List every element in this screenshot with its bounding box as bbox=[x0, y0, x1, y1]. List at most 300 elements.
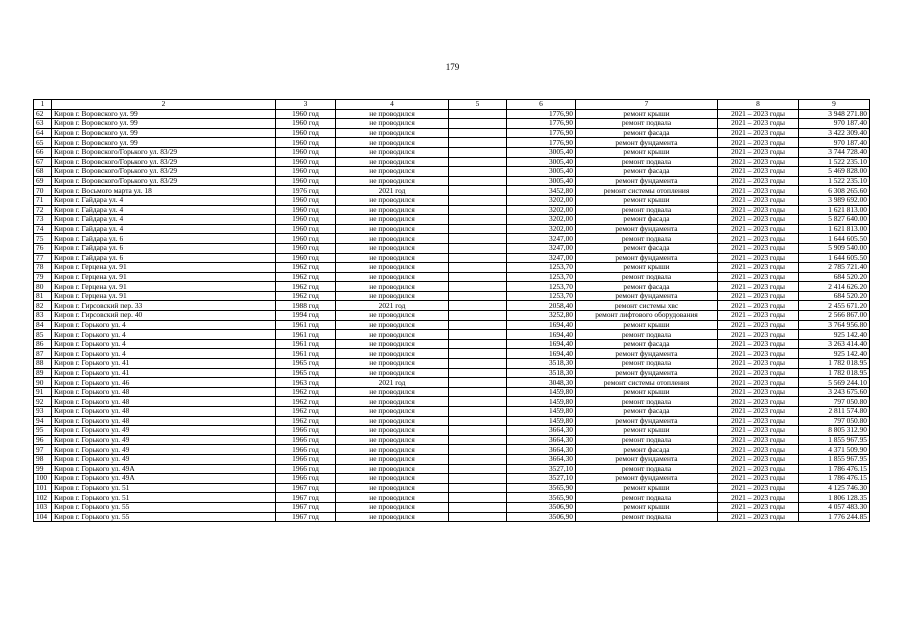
row-number: 62 bbox=[34, 109, 52, 119]
area-cell: 1694,40 bbox=[507, 339, 576, 349]
build-year-cell: 1960 год bbox=[276, 167, 336, 177]
cost-cell: 1 621 813.00 bbox=[799, 205, 870, 215]
table-row bbox=[34, 464, 870, 474]
row-number: 71 bbox=[34, 195, 52, 205]
work-type-cell: ремонт подвала bbox=[576, 234, 718, 244]
last-repair-cell: не проводился bbox=[336, 493, 449, 503]
row-number: 95 bbox=[34, 426, 52, 436]
work-type-cell: ремонт крыши bbox=[576, 195, 718, 205]
row-number: 80 bbox=[34, 282, 52, 292]
empty-cell bbox=[449, 493, 507, 503]
work-type-cell: ремонт фасада bbox=[576, 339, 718, 349]
address-cell: Киров г. Горького ул. 49А bbox=[52, 474, 276, 484]
build-year-cell: 1962 год bbox=[276, 407, 336, 417]
work-type-cell: ремонт фасада bbox=[576, 282, 718, 292]
build-year-cell: 1960 год bbox=[276, 243, 336, 253]
table-row bbox=[34, 483, 870, 493]
last-repair-cell: не проводился bbox=[336, 435, 449, 445]
empty-cell bbox=[449, 215, 507, 225]
build-year-cell: 1960 год bbox=[276, 128, 336, 138]
area-cell: 3506,90 bbox=[507, 512, 576, 522]
work-type-cell: ремонт фундамента bbox=[576, 416, 718, 426]
table-row bbox=[34, 167, 870, 177]
area-cell: 3202,00 bbox=[507, 205, 576, 215]
table-row bbox=[34, 282, 870, 292]
table-row bbox=[34, 186, 870, 196]
build-year-cell: 1962 год bbox=[276, 282, 336, 292]
address-cell: Киров г. Воровского ул. 99 bbox=[52, 138, 276, 148]
area-cell: 3452,80 bbox=[507, 186, 576, 196]
work-type-cell: ремонт фундамента bbox=[576, 349, 718, 359]
cost-cell: 1 522 235.10 bbox=[799, 176, 870, 186]
last-repair-cell: не проводился bbox=[336, 253, 449, 263]
address-cell: Киров г. Горького ул. 48 bbox=[52, 397, 276, 407]
last-repair-cell: не проводился bbox=[336, 195, 449, 205]
build-year-cell: 1967 год bbox=[276, 493, 336, 503]
build-year-cell: 1961 год bbox=[276, 330, 336, 340]
table-row bbox=[34, 397, 870, 407]
table-row bbox=[34, 349, 870, 359]
address-cell: Киров г. Горького ул. 4 bbox=[52, 339, 276, 349]
address-cell: Киров г. Гирсовский пер. 33 bbox=[52, 301, 276, 311]
row-number: 94 bbox=[34, 416, 52, 426]
table-row bbox=[34, 147, 870, 157]
address-cell: Киров г. Воровского/Горького ул. 83/29 bbox=[52, 157, 276, 167]
last-repair-cell: не проводился bbox=[336, 502, 449, 512]
area-cell: 1776,90 bbox=[507, 128, 576, 138]
row-number: 99 bbox=[34, 464, 52, 474]
address-cell: Киров г. Горького ул. 55 bbox=[52, 502, 276, 512]
last-repair-cell: не проводился bbox=[336, 128, 449, 138]
area-cell: 3518,30 bbox=[507, 368, 576, 378]
empty-cell bbox=[449, 349, 507, 359]
period-cell: 2021 – 2023 годы bbox=[718, 359, 799, 369]
build-year-cell: 1988 год bbox=[276, 301, 336, 311]
empty-cell bbox=[449, 109, 507, 119]
work-type-cell: ремонт фасада bbox=[576, 407, 718, 417]
area-cell: 3664,30 bbox=[507, 435, 576, 445]
address-cell: Киров г. Воровского/Горького ул. 83/29 bbox=[52, 176, 276, 186]
row-number: 63 bbox=[34, 119, 52, 129]
build-year-cell: 1962 год bbox=[276, 263, 336, 273]
empty-cell bbox=[449, 224, 507, 234]
last-repair-cell: не проводился bbox=[336, 109, 449, 119]
period-cell: 2021 – 2023 годы bbox=[718, 157, 799, 167]
period-cell: 2021 – 2023 годы bbox=[718, 320, 799, 330]
row-number: 89 bbox=[34, 368, 52, 378]
row-number: 96 bbox=[34, 435, 52, 445]
table-row bbox=[34, 195, 870, 205]
empty-cell bbox=[449, 147, 507, 157]
build-year-cell: 1960 год bbox=[276, 176, 336, 186]
work-type-cell: ремонт крыши bbox=[576, 263, 718, 273]
period-cell: 2021 – 2023 годы bbox=[718, 368, 799, 378]
area-cell: 1459,80 bbox=[507, 407, 576, 417]
area-cell: 3202,00 bbox=[507, 195, 576, 205]
build-year-cell: 1960 год bbox=[276, 215, 336, 225]
build-year-cell: 1962 год bbox=[276, 387, 336, 397]
empty-cell bbox=[449, 359, 507, 369]
work-type-cell: ремонт фундамента bbox=[576, 253, 718, 263]
cost-cell: 4 125 746.30 bbox=[799, 483, 870, 493]
build-year-cell: 1963 год bbox=[276, 378, 336, 388]
empty-cell bbox=[449, 291, 507, 301]
address-cell: Киров г. Горького ул. 4 bbox=[52, 320, 276, 330]
last-repair-cell: не проводился bbox=[336, 416, 449, 426]
table-row bbox=[34, 119, 870, 129]
table-row bbox=[34, 215, 870, 225]
cost-cell: 6 308 265.60 bbox=[799, 186, 870, 196]
address-cell: Киров г. Гайдара ул. 4 bbox=[52, 205, 276, 215]
address-cell: Киров г. Горького ул. 49 bbox=[52, 435, 276, 445]
address-cell: Киров г. Гайдара ул. 4 bbox=[52, 224, 276, 234]
period-cell: 2021 – 2023 годы bbox=[718, 138, 799, 148]
row-number: 91 bbox=[34, 387, 52, 397]
area-cell: 1253,70 bbox=[507, 282, 576, 292]
address-cell: Киров г. Горького ул. 51 bbox=[52, 493, 276, 503]
build-year-cell: 1966 год bbox=[276, 426, 336, 436]
empty-cell bbox=[449, 512, 507, 522]
period-cell: 2021 – 2023 годы bbox=[718, 167, 799, 177]
area-cell: 3005,40 bbox=[507, 157, 576, 167]
address-cell: Киров г. Горького ул. 51 bbox=[52, 483, 276, 493]
build-year-cell: 1965 год bbox=[276, 368, 336, 378]
work-type-cell: ремонт крыши bbox=[576, 109, 718, 119]
work-type-cell: ремонт крыши bbox=[576, 483, 718, 493]
address-cell: Киров г. Воровского ул. 99 bbox=[52, 109, 276, 119]
row-number: 104 bbox=[34, 512, 52, 522]
empty-cell bbox=[449, 311, 507, 321]
area-cell: 3202,00 bbox=[507, 224, 576, 234]
row-number: 69 bbox=[34, 176, 52, 186]
table-row bbox=[34, 224, 870, 234]
empty-cell bbox=[449, 502, 507, 512]
area-cell: 1776,90 bbox=[507, 119, 576, 129]
period-cell: 2021 – 2023 годы bbox=[718, 186, 799, 196]
table-row bbox=[34, 311, 870, 321]
row-number: 68 bbox=[34, 167, 52, 177]
work-type-cell: ремонт крыши bbox=[576, 147, 718, 157]
cost-cell: 1 782 018.95 bbox=[799, 359, 870, 369]
empty-cell bbox=[449, 407, 507, 417]
build-year-cell: 1960 год bbox=[276, 157, 336, 167]
last-repair-cell: 2021 год bbox=[336, 186, 449, 196]
table-row bbox=[34, 359, 870, 369]
period-cell: 2021 – 2023 годы bbox=[718, 483, 799, 493]
build-year-cell: 1961 год bbox=[276, 349, 336, 359]
repair-schedule-table bbox=[33, 99, 870, 522]
period-cell: 2021 – 2023 годы bbox=[718, 282, 799, 292]
empty-cell bbox=[449, 157, 507, 167]
empty-cell bbox=[449, 128, 507, 138]
work-type-cell: ремонт подвала bbox=[576, 330, 718, 340]
table-row bbox=[34, 474, 870, 484]
empty-cell bbox=[449, 397, 507, 407]
build-year-cell: 1966 год bbox=[276, 474, 336, 484]
area-cell: 1694,40 bbox=[507, 320, 576, 330]
table-row bbox=[34, 176, 870, 186]
last-repair-cell: не проводился bbox=[336, 272, 449, 282]
work-type-cell: ремонт фасада bbox=[576, 215, 718, 225]
cost-cell: 1 776 244.85 bbox=[799, 512, 870, 522]
table-row bbox=[34, 512, 870, 522]
cost-cell: 5 569 244.10 bbox=[799, 378, 870, 388]
header-cell: 6 bbox=[507, 100, 576, 110]
address-cell: Киров г. Горького ул. 46 bbox=[52, 378, 276, 388]
build-year-cell: 1960 год bbox=[276, 253, 336, 263]
period-cell: 2021 – 2023 годы bbox=[718, 464, 799, 474]
area-cell: 1459,80 bbox=[507, 416, 576, 426]
header-cell: 1 bbox=[34, 100, 52, 110]
address-cell: Киров г. Гайдара ул. 6 bbox=[52, 243, 276, 253]
period-cell: 2021 – 2023 годы bbox=[718, 493, 799, 503]
cost-cell: 970 187.40 bbox=[799, 119, 870, 129]
cost-cell: 8 805 312.90 bbox=[799, 426, 870, 436]
address-cell: Киров г. Горького ул. 48 bbox=[52, 407, 276, 417]
address-cell: Киров г. Герцена ул. 91 bbox=[52, 263, 276, 273]
empty-cell bbox=[449, 167, 507, 177]
cost-cell: 3 948 271.80 bbox=[799, 109, 870, 119]
empty-cell bbox=[449, 435, 507, 445]
period-cell: 2021 – 2023 годы bbox=[718, 512, 799, 522]
area-cell: 3202,00 bbox=[507, 215, 576, 225]
row-number: 82 bbox=[34, 301, 52, 311]
build-year-cell: 1960 год bbox=[276, 147, 336, 157]
area-cell: 3664,30 bbox=[507, 445, 576, 455]
header-cell: 8 bbox=[718, 100, 799, 110]
work-type-cell: ремонт подвала bbox=[576, 512, 718, 522]
work-type-cell: ремонт крыши bbox=[576, 387, 718, 397]
empty-cell bbox=[449, 464, 507, 474]
cost-cell: 925 142.40 bbox=[799, 349, 870, 359]
empty-cell bbox=[449, 272, 507, 282]
work-type-cell: ремонт фундамента bbox=[576, 176, 718, 186]
header-cell: 4 bbox=[336, 100, 449, 110]
build-year-cell: 1960 год bbox=[276, 195, 336, 205]
column-number-row bbox=[34, 100, 870, 110]
period-cell: 2021 – 2023 годы bbox=[718, 435, 799, 445]
last-repair-cell: не проводился bbox=[336, 147, 449, 157]
work-type-cell: ремонт подвала bbox=[576, 157, 718, 167]
area-cell: 1776,90 bbox=[507, 138, 576, 148]
area-cell: 1694,40 bbox=[507, 349, 576, 359]
address-cell: Киров г. Воровского ул. 99 bbox=[52, 128, 276, 138]
last-repair-cell: не проводился bbox=[336, 320, 449, 330]
last-repair-cell: не проводился bbox=[336, 464, 449, 474]
table-row bbox=[34, 493, 870, 503]
area-cell: 1253,70 bbox=[507, 263, 576, 273]
last-repair-cell: не проводился bbox=[336, 234, 449, 244]
cost-cell: 2 566 867.00 bbox=[799, 311, 870, 321]
row-number: 100 bbox=[34, 474, 52, 484]
area-cell: 3048,30 bbox=[507, 378, 576, 388]
build-year-cell: 1962 год bbox=[276, 291, 336, 301]
work-type-cell: ремонт подвала bbox=[576, 272, 718, 282]
period-cell: 2021 – 2023 годы bbox=[718, 119, 799, 129]
area-cell: 3527,10 bbox=[507, 474, 576, 484]
area-cell: 1694,40 bbox=[507, 330, 576, 340]
build-year-cell: 1960 год bbox=[276, 224, 336, 234]
area-cell: 3506,90 bbox=[507, 502, 576, 512]
cost-cell: 4 371 509.90 bbox=[799, 445, 870, 455]
row-number: 86 bbox=[34, 339, 52, 349]
work-type-cell: ремонт системы отопления bbox=[576, 186, 718, 196]
work-type-cell: ремонт фундамента bbox=[576, 138, 718, 148]
period-cell: 2021 – 2023 годы bbox=[718, 387, 799, 397]
cost-cell: 1 522 235.10 bbox=[799, 157, 870, 167]
cost-cell: 3 422 309.40 bbox=[799, 128, 870, 138]
cost-cell: 1 855 967.95 bbox=[799, 435, 870, 445]
area-cell: 3518,30 bbox=[507, 359, 576, 369]
row-number: 74 bbox=[34, 224, 52, 234]
period-cell: 2021 – 2023 годы bbox=[718, 234, 799, 244]
address-cell: Киров г. Горького ул. 49 bbox=[52, 454, 276, 464]
build-year-cell: 1962 год bbox=[276, 397, 336, 407]
empty-cell bbox=[449, 234, 507, 244]
empty-cell bbox=[449, 243, 507, 253]
work-type-cell: ремонт подвала bbox=[576, 397, 718, 407]
row-number: 92 bbox=[34, 397, 52, 407]
period-cell: 2021 – 2023 годы bbox=[718, 243, 799, 253]
last-repair-cell: не проводился bbox=[336, 157, 449, 167]
header-cell: 3 bbox=[276, 100, 336, 110]
address-cell: Киров г. Горького ул. 41 bbox=[52, 368, 276, 378]
cost-cell: 2 785 721.40 bbox=[799, 263, 870, 273]
last-repair-cell: не проводился bbox=[336, 474, 449, 484]
last-repair-cell: не проводился bbox=[336, 282, 449, 292]
area-cell: 3005,40 bbox=[507, 167, 576, 177]
period-cell: 2021 – 2023 годы bbox=[718, 426, 799, 436]
build-year-cell: 1961 год bbox=[276, 339, 336, 349]
cost-cell: 4 057 483.30 bbox=[799, 502, 870, 512]
table-row bbox=[34, 205, 870, 215]
work-type-cell: ремонт подвала bbox=[576, 359, 718, 369]
work-type-cell: ремонт крыши bbox=[576, 426, 718, 436]
row-number: 102 bbox=[34, 493, 52, 503]
period-cell: 2021 – 2023 годы bbox=[718, 454, 799, 464]
build-year-cell: 1967 год bbox=[276, 502, 336, 512]
empty-cell bbox=[449, 483, 507, 493]
address-cell: Киров г. Горького ул. 41 bbox=[52, 359, 276, 369]
table-row bbox=[34, 368, 870, 378]
build-year-cell: 1966 год bbox=[276, 445, 336, 455]
last-repair-cell: не проводился bbox=[336, 205, 449, 215]
table-row bbox=[34, 426, 870, 436]
period-cell: 2021 – 2023 годы bbox=[718, 109, 799, 119]
empty-cell bbox=[449, 474, 507, 484]
row-number: 97 bbox=[34, 445, 52, 455]
build-year-cell: 1965 год bbox=[276, 359, 336, 369]
address-cell: Киров г. Восьмого марта ул. 18 bbox=[52, 186, 276, 196]
work-type-cell: ремонт системы отопления bbox=[576, 378, 718, 388]
table-row bbox=[34, 435, 870, 445]
empty-cell bbox=[449, 205, 507, 215]
row-number: 65 bbox=[34, 138, 52, 148]
cost-cell: 3 744 728.40 bbox=[799, 147, 870, 157]
build-year-cell: 1960 год bbox=[276, 205, 336, 215]
table-row bbox=[34, 454, 870, 464]
last-repair-cell: 2021 год bbox=[336, 301, 449, 311]
period-cell: 2021 – 2023 годы bbox=[718, 311, 799, 321]
table-row bbox=[34, 128, 870, 138]
table-row bbox=[34, 445, 870, 455]
table-row bbox=[34, 109, 870, 119]
address-cell: Киров г. Горького ул. 49 bbox=[52, 426, 276, 436]
row-number: 72 bbox=[34, 205, 52, 215]
area-cell: 3247,00 bbox=[507, 253, 576, 263]
cost-cell: 1 806 128.35 bbox=[799, 493, 870, 503]
address-cell: Киров г. Герцена ул. 91 bbox=[52, 272, 276, 282]
header-cell: 9 bbox=[799, 100, 870, 110]
table-row bbox=[34, 407, 870, 417]
table-row bbox=[34, 253, 870, 263]
area-cell: 3527,10 bbox=[507, 464, 576, 474]
empty-cell bbox=[449, 426, 507, 436]
last-repair-cell: не проводился bbox=[336, 359, 449, 369]
empty-cell bbox=[449, 387, 507, 397]
period-cell: 2021 – 2023 годы bbox=[718, 301, 799, 311]
cost-cell: 2 414 626.20 bbox=[799, 282, 870, 292]
address-cell: Киров г. Горького ул. 55 bbox=[52, 512, 276, 522]
address-cell: Киров г. Горького ул. 4 bbox=[52, 330, 276, 340]
empty-cell bbox=[449, 138, 507, 148]
build-year-cell: 1967 год bbox=[276, 483, 336, 493]
table-row bbox=[34, 234, 870, 244]
build-year-cell: 1960 год bbox=[276, 119, 336, 129]
last-repair-cell: не проводился bbox=[336, 445, 449, 455]
address-cell: Киров г. Гайдара ул. 4 bbox=[52, 195, 276, 205]
work-type-cell: ремонт фундамента bbox=[576, 474, 718, 484]
address-cell: Киров г. Горького ул. 4 bbox=[52, 349, 276, 359]
row-number: 101 bbox=[34, 483, 52, 493]
work-type-cell: ремонт крыши bbox=[576, 320, 718, 330]
table-row bbox=[34, 387, 870, 397]
cost-cell: 5 469 828.00 bbox=[799, 167, 870, 177]
build-year-cell: 1962 год bbox=[276, 272, 336, 282]
header-cell: 7 bbox=[576, 100, 718, 110]
table-row bbox=[34, 416, 870, 426]
area-cell: 1253,70 bbox=[507, 291, 576, 301]
last-repair-cell: не проводился bbox=[336, 224, 449, 234]
header-cell: 2 bbox=[52, 100, 276, 110]
build-year-cell: 1966 год bbox=[276, 454, 336, 464]
row-number: 81 bbox=[34, 291, 52, 301]
address-cell: Киров г. Воровского ул. 99 bbox=[52, 119, 276, 129]
last-repair-cell: не проводился bbox=[336, 167, 449, 177]
cost-cell: 797 050.80 bbox=[799, 397, 870, 407]
build-year-cell: 1994 год bbox=[276, 311, 336, 321]
last-repair-cell: не проводился bbox=[336, 291, 449, 301]
last-repair-cell: не проводился bbox=[336, 263, 449, 273]
work-type-cell: ремонт крыши bbox=[576, 502, 718, 512]
work-type-cell: ремонт подвала bbox=[576, 464, 718, 474]
work-type-cell: ремонт фасада bbox=[576, 445, 718, 455]
cost-cell: 3 263 414.40 bbox=[799, 339, 870, 349]
row-number: 90 bbox=[34, 378, 52, 388]
last-repair-cell: не проводился bbox=[336, 243, 449, 253]
empty-cell bbox=[449, 378, 507, 388]
period-cell: 2021 – 2023 годы bbox=[718, 407, 799, 417]
last-repair-cell: 2021 год bbox=[336, 378, 449, 388]
cost-cell: 3 764 956.80 bbox=[799, 320, 870, 330]
period-cell: 2021 – 2023 годы bbox=[718, 205, 799, 215]
period-cell: 2021 – 2023 годы bbox=[718, 272, 799, 282]
period-cell: 2021 – 2023 годы bbox=[718, 416, 799, 426]
work-type-cell: ремонт лифтового оборудования bbox=[576, 311, 718, 321]
last-repair-cell: не проводился bbox=[336, 397, 449, 407]
period-cell: 2021 – 2023 годы bbox=[718, 147, 799, 157]
area-cell: 3565,90 bbox=[507, 483, 576, 493]
